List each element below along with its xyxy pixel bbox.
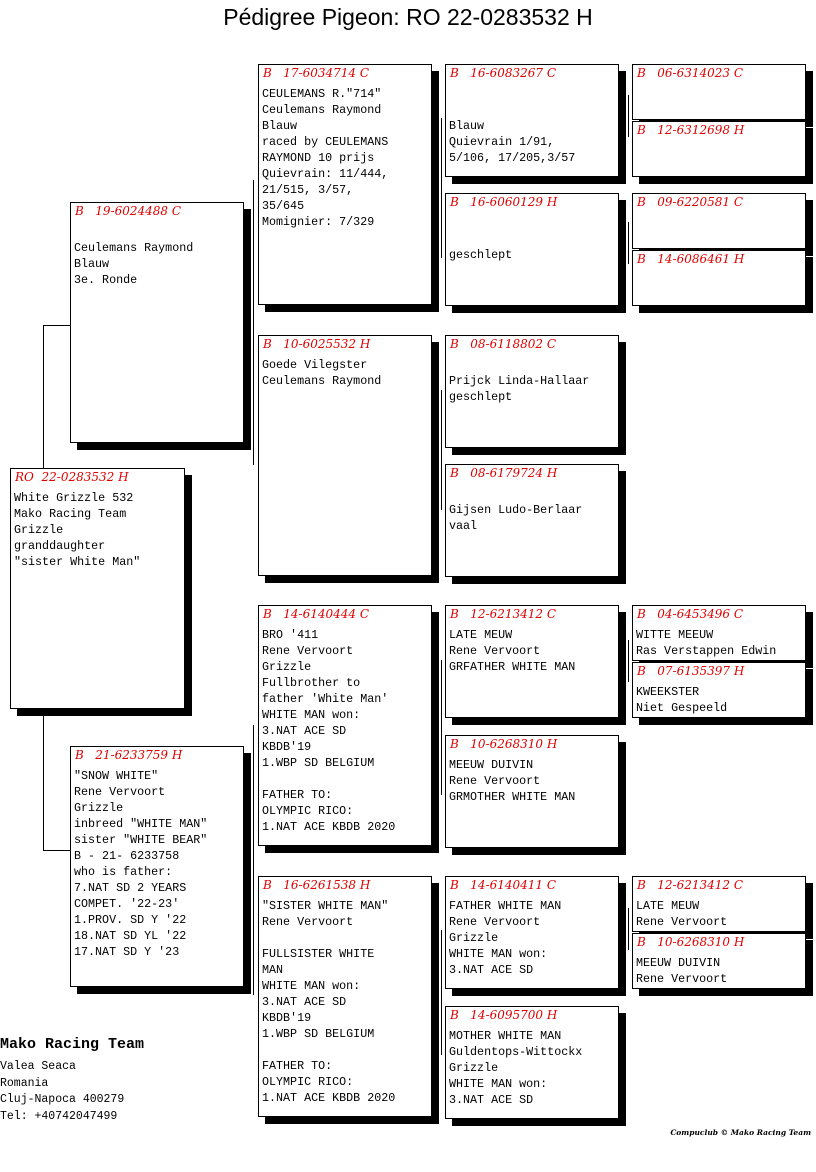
ggp-card-ssd[interactable] bbox=[445, 193, 619, 306]
ggp-details: geschlept bbox=[449, 248, 513, 262]
sire-ring: B 19-6024488 C bbox=[75, 204, 182, 218]
ggp-details: FATHER WHITE MAN Rene Vervoort Grizzle WHITE MAN won: 3.NAT ACE SD bbox=[449, 899, 562, 977]
gen5-details: KWEEKSTER Niet Gespeeld bbox=[636, 685, 728, 715]
connector-line bbox=[628, 640, 629, 682]
gen5-ring: B 04-6453496 C bbox=[637, 607, 744, 621]
ggp-card-sdd[interactable] bbox=[445, 464, 619, 577]
ggp-card-dds[interactable] bbox=[445, 876, 619, 989]
sire-sire-card[interactable] bbox=[258, 64, 432, 305]
connector-line bbox=[253, 725, 254, 995]
ggp-details: Prijck Linda-Hallaar geschlept bbox=[449, 374, 590, 404]
gen5-details: LATE MEUW Rene Vervoort bbox=[636, 899, 728, 929]
connector-line bbox=[253, 180, 254, 465]
ggp-ring: B 14-6140411 C bbox=[450, 878, 557, 892]
sire-dam-ring: B 10-6025532 H bbox=[263, 337, 371, 351]
ggp-card-ddd[interactable] bbox=[445, 1006, 619, 1119]
gen5-ring: B 12-6312698 H bbox=[637, 123, 745, 137]
gen5-card-3[interactable] bbox=[632, 193, 806, 249]
connector-line bbox=[628, 95, 629, 137]
connector-line bbox=[628, 908, 629, 950]
gen5-ring: B 14-6086461 H bbox=[637, 252, 745, 266]
dam-dam-details: "SISTER WHITE MAN" Rene Vervoort FULLSISTER WHITE MAN WHITE MAN won: 3.NAT ACE SD KBDB'19 1.WBP SD BELGIUM FATHER TO: OLYMPIC RICO: 1.NAT ACE KBDB 2020 bbox=[262, 899, 396, 1105]
gen5-card-2[interactable] bbox=[632, 121, 806, 177]
ggp-details: MEEUW DUIVIN Rene Vervoort GRMOTHER WHITE MAN bbox=[449, 758, 576, 804]
ggp-details: Blauw Quievrain 1/91, 5/106, 17/205,3/57 bbox=[449, 119, 576, 165]
gen5-card-4[interactable] bbox=[632, 250, 806, 306]
connector-line bbox=[441, 118, 442, 258]
ggp-ring: B 10-6268310 H bbox=[450, 737, 558, 751]
software-credit: Compuclub © Mako Racing Team bbox=[670, 1128, 811, 1137]
gen5-card-1[interactable] bbox=[632, 64, 806, 120]
dam-sire-details: BRO '411 Rene Vervoort Grizzle Fullbrother to father 'White Man' WHITE MAN won: 3.NAT ACE SD KBDB'19 1.WBP SD BELGIUM FATHER TO: OLYMPIC RICO: 1.NAT ACE KBDB 2020 bbox=[262, 628, 396, 834]
sire-dam-details: Goede Vilegster Ceulemans Raymond bbox=[262, 358, 382, 388]
owner-name: Mako Racing Team bbox=[0, 1036, 145, 1053]
ggp-details: MOTHER WHITE MAN Guldentops-Wittockx Grizzle WHITE MAN won: 3.NAT ACE SD bbox=[449, 1029, 583, 1107]
ggp-details: LATE MEUW Rene Vervoort GRFATHER WHITE MAN bbox=[449, 628, 576, 674]
dam-dam-ring: B 16-6261538 H bbox=[263, 878, 371, 892]
sire-card[interactable] bbox=[70, 202, 244, 443]
connector-line bbox=[43, 325, 70, 326]
ggp-card-dss[interactable] bbox=[445, 605, 619, 718]
sire-dam-card[interactable] bbox=[258, 335, 432, 576]
dam-ring: B 21-6233759 H bbox=[75, 748, 183, 762]
gen5-card-5[interactable] bbox=[632, 605, 806, 661]
ggp-card-sss[interactable] bbox=[445, 64, 619, 177]
subject-card[interactable] bbox=[10, 468, 185, 709]
connector-line bbox=[441, 660, 442, 795]
sire-sire-details: CEULEMANS R."714" Ceulemans Raymond Blauw raced by CEULEMANS RAYMOND 10 prijs Quievrain: 11/444, 21/515, 3/57, 35/645 Momignier: 7/329 bbox=[262, 87, 389, 229]
ggp-ring: B 08-6118802 C bbox=[450, 337, 557, 351]
ggp-ring: B 16-6060129 H bbox=[450, 195, 558, 209]
connector-line bbox=[43, 325, 44, 470]
gen5-details: WITTE MEEUW Ras Verstappen Edwin bbox=[636, 628, 777, 658]
ggp-details: Gijsen Ludo-Berlaar vaal bbox=[449, 503, 583, 533]
dam-sire-ring: B 14-6140444 C bbox=[263, 607, 370, 621]
ggp-ring: B 16-6083267 C bbox=[450, 66, 557, 80]
gen5-card-7[interactable] bbox=[632, 876, 806, 932]
sire-details: Ceulemans Raymond Blauw 3e. Ronde bbox=[74, 241, 194, 287]
ggp-card-sds[interactable] bbox=[445, 335, 619, 448]
connector-line bbox=[43, 716, 44, 850]
gen5-ring: B 10-6268310 H bbox=[637, 935, 745, 949]
page-title: Pédigree Pigeon: RO 22-0283532 H bbox=[223, 4, 593, 30]
dam-details: "SNOW WHITE" Rene Vervoort Grizzle inbreed "WHITE MAN" sister "WHITE BEAR" B - 21- 6233758 who is father: 7.NAT SD 2 YEARS COMPET. '22-23' 1.PROV. SD Y '22 18.NAT SD YL '22 17.NAT SD Y '23 bbox=[74, 769, 208, 959]
connector-line bbox=[441, 930, 442, 1055]
gen5-ring: B 06-6314023 C bbox=[637, 66, 744, 80]
connector-line bbox=[43, 850, 70, 851]
gen5-ring: B 12-6213412 C bbox=[637, 878, 744, 892]
gen5-card-8[interactable] bbox=[632, 933, 806, 989]
dam-card[interactable] bbox=[70, 746, 244, 987]
subject-ring: RO 22-0283532 H bbox=[15, 470, 129, 484]
ggp-card-dsd[interactable] bbox=[445, 735, 619, 848]
ggp-ring: B 12-6213412 C bbox=[450, 607, 557, 621]
ggp-ring: B 14-6095700 H bbox=[450, 1008, 558, 1022]
connector-line bbox=[628, 222, 629, 264]
owner-address: Valea Seaca Romania Cluj-Napoca 400279 Tel: +40742047499 bbox=[0, 1060, 125, 1123]
subject-details: White Grizzle 532 Mako Racing Team Grizzle granddaughter "sister White Man" bbox=[14, 491, 141, 569]
ggp-ring: B 08-6179724 H bbox=[450, 466, 558, 480]
gen5-details: MEEUW DUIVIN Rene Vervoort bbox=[636, 956, 728, 986]
connector-line bbox=[441, 390, 442, 510]
gen5-card-6[interactable] bbox=[632, 662, 806, 718]
sire-sire-ring: B 17-6034714 C bbox=[263, 66, 370, 80]
gen5-ring: B 09-6220581 C bbox=[637, 195, 744, 209]
dam-sire-card[interactable] bbox=[258, 605, 432, 846]
gen5-ring: B 07-6135397 H bbox=[637, 664, 745, 678]
dam-dam-card[interactable] bbox=[258, 876, 432, 1117]
